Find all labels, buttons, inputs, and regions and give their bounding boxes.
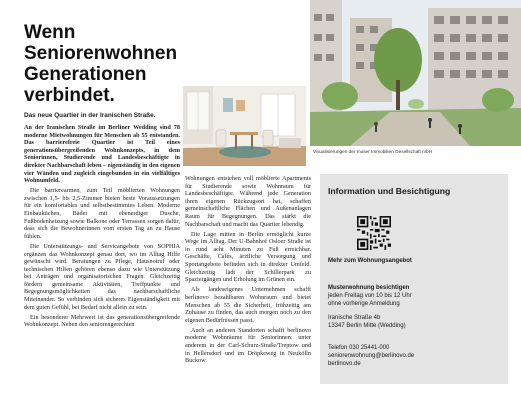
article-column-1 — [24, 124, 180, 396]
phone-number[interactable]: Telefon 030 25441-000 — [328, 345, 390, 351]
body-paragraph: Als landeseigenes Unternehmen schafft berlinovo bezahlbaren Wohnraum und bietet Menschen ab 55 die Sicherheit, frühzeitig am Zuhause zu finden, das auch morgen noch zu den eigenen Bedürfnissen passt. — [185, 286, 311, 324]
subline: Das neue Quartier in der Iranischen Straße. — [24, 112, 156, 119]
body-paragraph: Ein besonderer Mehrwert ist das generationsübergreifende Wohnkonzept. Neben den seniorengerechten — [24, 313, 180, 329]
address-line: 13347 Berlin Mitte (Wedding) — [328, 323, 406, 329]
viewing-info — [328, 284, 412, 308]
article-column-2 — [185, 175, 311, 396]
viewing-line: jeden Freitag von 10 bis 12 Uhr — [328, 293, 412, 299]
headline-line: Wenn — [24, 22, 76, 43]
exterior-photo — [310, 0, 521, 146]
viewing-title: Musterwohnung besichtigen — [328, 285, 410, 291]
body-paragraph: Die barrierearmen, zum Teil möblierten Wohnungen zwischen 1,5- bis 2,5-Zimmer bieten beste Voraussetzungen für ein komfortables und selbstbestimmtes Leben. Moderne Einbauküchen, Bäder mit ebenerdiger Dusche, Fußbodenheizung sowie Balkone oder Terrassen sorgen dafür, dass sich die Bewohnerinnen vom ersten Tag an zu Hause fühlen. — [24, 187, 180, 240]
headline-line: Generationen — [24, 64, 147, 85]
address-line: Iranische Straße 4b — [328, 315, 381, 321]
interior-photo — [183, 86, 306, 166]
exterior-photo-illustration — [310, 0, 521, 146]
body-paragraph: Auch an anderen Standorten schafft berlinovo moderne Wohnräume für Seniorinnen: unter anderem in der Carl-Schurz-Straße/Treptow und in Hellersdorf und im Dröpkeweg in Neukölln Buckow. — [185, 326, 311, 365]
qr-code-label: Mehr zum Wohnungsangebot — [328, 258, 412, 264]
body-paragraph: Die Unterstützungs- und Servicangebote von SOPHIA ergänzen das Wohnkonzept genau dort, wo im Alltag Hilfe gewünscht wird. Beratungen zu Pflege, Hausnotruf oder technischen Hilfen gehören ebenso dazu wie Unterstützung bei Anträgen und organisatorischen Fragen. Gleichzeitig fördern gemeinsame Aktivitäten, Treffpunkte und Begegnungsmöglichkeiten das nachbarschaftliche Miteinander. So verbinden sich sicheres Eigenständigkeit mit dem guten Gefühl, bei Bedarf nicht allein zu sein. — [24, 242, 180, 311]
viewing-line: ohne vorherige Anmeldung — [328, 301, 400, 307]
photo-caption: Visualisierungen der moser Immobilien Gesellschaft mbH — [313, 149, 432, 154]
body-paragraph: Wohnungen entstehen voll möblierte Apartments für Studierende sowie Wohnraum für Landesbeschäftigte. Während jede Generation ihren eigenen Rückzugsort hat, schaffen gemeinschaftliche Flächen und Außenanlagen Raum für Begegnungen. Das stärkt die Nachbarschaft und macht das Quartier lebendig. — [185, 175, 311, 228]
qr-code-icon[interactable] — [357, 216, 391, 250]
body-paragraph: Die Lage mitten in Berlin ermöglicht kurze Wege im Alltag. Der U-Bahnhof Osloer Straße ist in rund acht Minuten zu Fuß erreichbar. Geschäfte, Cafés, ärztliche Versorgung und Sportangebote befinden sich in direkter Umfeld. Gleichzeitig lädt der Schillerpark zu Spaziergängen und Erholung im Grünen ein. — [185, 230, 311, 284]
contact-info — [328, 344, 414, 368]
info-box-title: Information und Besichtigung — [328, 186, 451, 196]
headline — [24, 22, 178, 106]
address-info — [328, 314, 406, 330]
email-address[interactable]: seniorenwohnung@berlinovo.de — [328, 353, 415, 359]
info-box — [320, 174, 508, 384]
lead-paragraph: An der Iranischen Straße im Berliner Wedding sind 78 moderne Mietwohnungen für Menschen ab 55 entstanden. Das barrierefreie Quartier ist Teil eines generationsübergreifenden Wohnkonzepts, in dem Seniorinnen, Studierende und Landesbeschäftigte in direkter Nachbarschaft leben – eigenständig in den eigenen vier Wänden und zugleich eingebunden in ein vielfältiges Wohnumfeld. — [24, 124, 180, 185]
interior-photo-illustration — [183, 86, 306, 166]
website-link[interactable]: berlinovo.de — [328, 361, 361, 367]
headline-line: Seniorenwohnen — [24, 43, 178, 64]
headline-line: verbindet. — [24, 85, 115, 106]
